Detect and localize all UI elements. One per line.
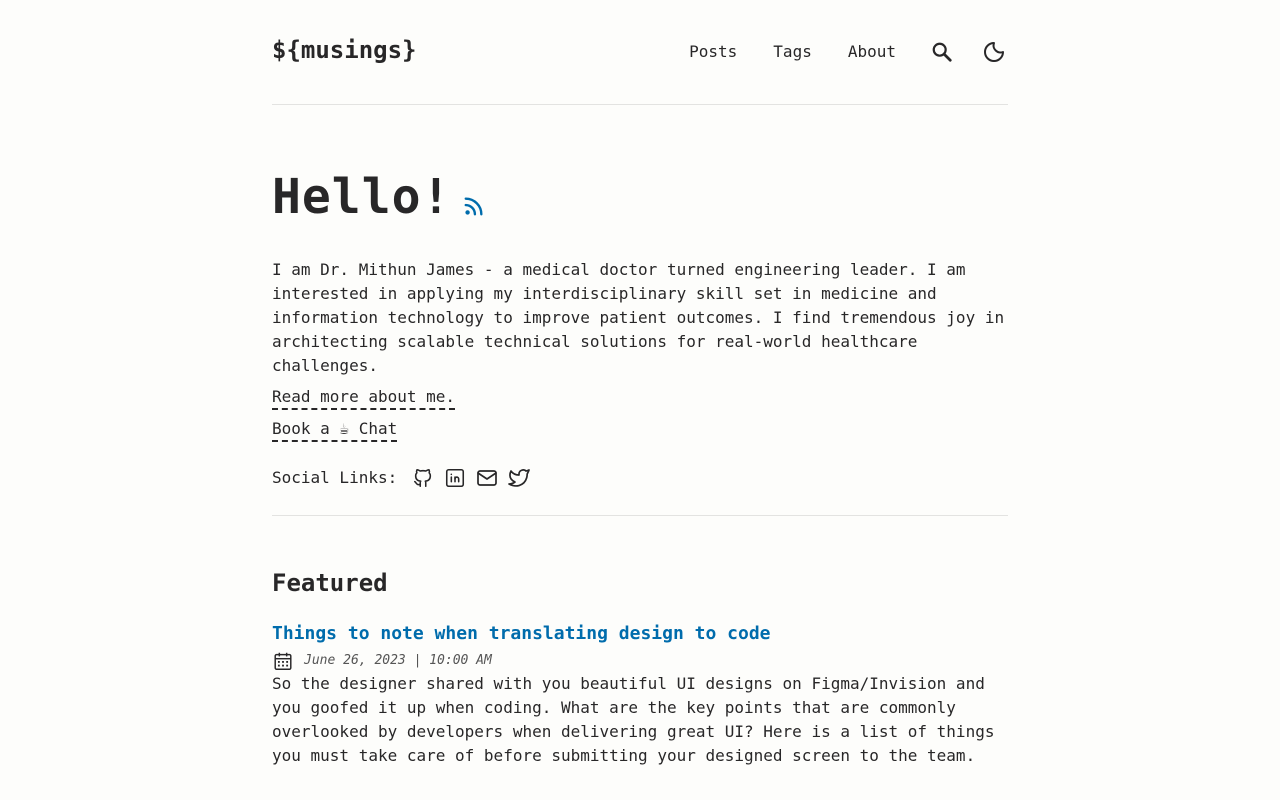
book-chat-link[interactable]: Book a ☕ Chat <box>272 418 397 442</box>
featured-section <box>272 516 1008 800</box>
hero-intro: I am Dr. Mithun James - a medical doctor turned engineering leader. I am interested in applying my interdisciplinary skill set in medicine and information technology to improve patient outcomes. I find tremendous joy in architecting scalable technical solutions for real-world healthcare challenges. <box>272 260 1005 375</box>
featured-heading: Featured <box>272 569 388 597</box>
mail-icon[interactable] <box>471 462 503 494</box>
nav-posts[interactable]: Posts <box>689 42 738 61</box>
site-logo[interactable]: ${musings} <box>272 36 417 64</box>
site-header <box>272 0 1008 105</box>
twitter-icon[interactable] <box>503 462 535 494</box>
hero-section <box>272 105 1008 516</box>
linkedin-icon[interactable] <box>439 462 471 494</box>
search-icon[interactable] <box>928 38 956 66</box>
rss-icon[interactable] <box>463 195 485 217</box>
social-links <box>272 462 535 494</box>
nav-tags[interactable]: Tags <box>773 42 812 61</box>
nav-about[interactable]: About <box>847 42 896 61</box>
github-icon[interactable] <box>407 462 439 494</box>
moon-icon[interactable] <box>980 38 1008 66</box>
featured-post-description: So the designer shared with you beautiful UI designs on Figma/Invision and you goofed it up when coding. What are the key points that are commonly overlooked by developers when delivering great UI? Here is a list of things you must take care of before submitting your designed screen to the team. <box>272 674 995 765</box>
post-date-text: June 26, 2023 | 10:00 AM <box>304 653 492 668</box>
post-date <box>272 650 492 672</box>
calendar-icon <box>272 650 294 672</box>
read-more-link[interactable]: Read more about me. <box>272 386 455 410</box>
social-label: Social Links: <box>272 468 398 487</box>
main-nav <box>689 38 1008 66</box>
featured-post-title[interactable]: Things to note when translating design to code <box>272 623 771 644</box>
hero-heading-row <box>272 167 485 227</box>
hero-heading: Hello! <box>272 169 452 225</box>
